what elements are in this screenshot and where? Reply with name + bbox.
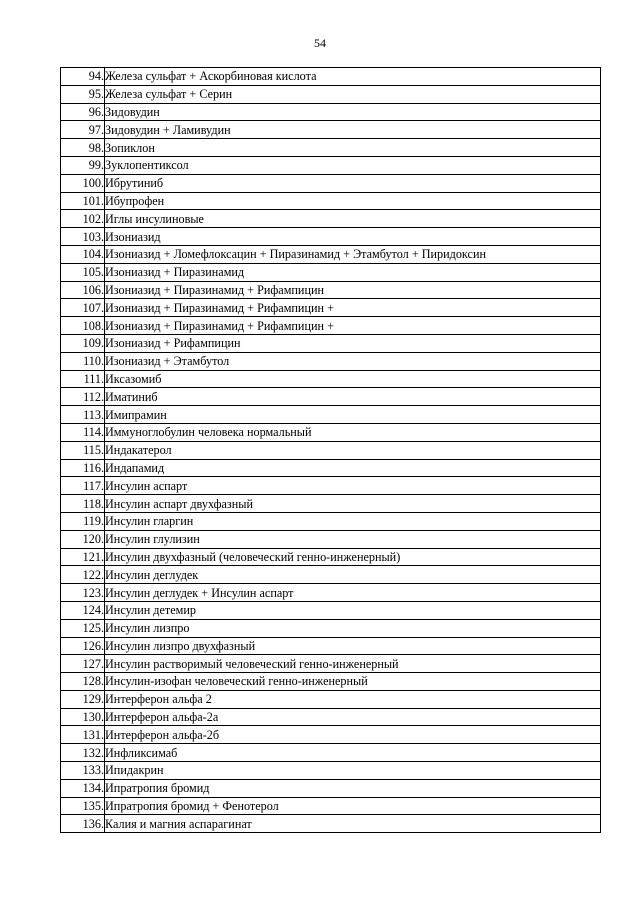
table-row: [61, 566, 601, 584]
table-row: [61, 423, 601, 441]
table-row: [61, 210, 601, 228]
row-number: 109.: [61, 334, 105, 352]
row-number: 129.: [61, 690, 105, 708]
table-row: [61, 690, 601, 708]
table-row: [61, 815, 601, 833]
row-number: 136.: [61, 815, 105, 833]
drug-name: Зидовудин: [105, 103, 601, 121]
table-row: [61, 334, 601, 352]
row-number: 95.: [61, 85, 105, 103]
table-row: [61, 228, 601, 246]
row-number: 101.: [61, 192, 105, 210]
row-number: 127.: [61, 655, 105, 673]
drug-name: Инфликсимаб: [105, 744, 601, 762]
drug-name: Инсулин аспарт двухфазный: [105, 495, 601, 513]
drug-name: Ипратропия бромид: [105, 779, 601, 797]
drug-list-table: [60, 67, 601, 833]
row-number: 105.: [61, 263, 105, 281]
table-row: [61, 68, 601, 86]
row-number: 117.: [61, 477, 105, 495]
row-number: 128.: [61, 673, 105, 691]
row-number: 113.: [61, 406, 105, 424]
row-number: 112.: [61, 388, 105, 406]
table-row: [61, 406, 601, 424]
drug-name: Индакатерол: [105, 441, 601, 459]
drug-name: Изониазид + Пиразинамид + Рифампицин +: [105, 299, 601, 317]
row-number: 111.: [61, 370, 105, 388]
table-row: [61, 619, 601, 637]
drug-name: Интерферон альфа-2а: [105, 708, 601, 726]
table-row: [61, 103, 601, 121]
table-row: [61, 245, 601, 263]
drug-name: Инсулин аспарт: [105, 477, 601, 495]
drug-name: Иглы инсулиновые: [105, 210, 601, 228]
table-row: [61, 673, 601, 691]
table-row: [61, 797, 601, 815]
drug-name: Изониазид + Пиразинамид + Рифампицин +: [105, 317, 601, 335]
row-number: 99.: [61, 156, 105, 174]
drug-name: Инсулин гларгин: [105, 512, 601, 530]
row-number: 123.: [61, 584, 105, 602]
row-number: 98.: [61, 139, 105, 157]
drug-name: Железа сульфат + Серин: [105, 85, 601, 103]
drug-name: Индапамид: [105, 459, 601, 477]
table-row: [61, 388, 601, 406]
row-number: 116.: [61, 459, 105, 477]
row-number: 110.: [61, 352, 105, 370]
table-row: [61, 530, 601, 548]
row-number: 135.: [61, 797, 105, 815]
drug-name: Ипидакрин: [105, 762, 601, 780]
table-row: [61, 726, 601, 744]
table-row: [61, 548, 601, 566]
drug-name: Зуклопентиксол: [105, 156, 601, 174]
table-row: [61, 744, 601, 762]
table-row: [61, 121, 601, 139]
row-number: 134.: [61, 779, 105, 797]
table-row: [61, 459, 601, 477]
drug-name: Изониазид + Этамбутол: [105, 352, 601, 370]
row-number: 130.: [61, 708, 105, 726]
row-number: 131.: [61, 726, 105, 744]
drug-name: Изониазид + Рифампицин: [105, 334, 601, 352]
drug-name: Инсулин детемир: [105, 601, 601, 619]
row-number: 121.: [61, 548, 105, 566]
drug-name: Изониазид + Пиразинамид: [105, 263, 601, 281]
table-row: [61, 317, 601, 335]
row-number: 104.: [61, 245, 105, 263]
drug-name: Калия и магния аспарагинат: [105, 815, 601, 833]
row-number: 133.: [61, 762, 105, 780]
table-row: [61, 495, 601, 513]
drug-name: Ибупрофен: [105, 192, 601, 210]
drug-name: Иматиниб: [105, 388, 601, 406]
drug-name: Изониазид + Ломефлоксацин + Пиразинамид + Этамбутол + Пиридоксин: [105, 245, 601, 263]
table-row: [61, 299, 601, 317]
row-number: 132.: [61, 744, 105, 762]
row-number: 94.: [61, 68, 105, 86]
drug-name: Интерферон альфа 2: [105, 690, 601, 708]
row-number: 122.: [61, 566, 105, 584]
table-row: [61, 192, 601, 210]
table-row: [61, 85, 601, 103]
table-row: [61, 174, 601, 192]
drug-name: Зопиклон: [105, 139, 601, 157]
row-number: 120.: [61, 530, 105, 548]
row-number: 108.: [61, 317, 105, 335]
page-number: 54: [314, 36, 326, 50]
table-row: [61, 637, 601, 655]
row-number: 97.: [61, 121, 105, 139]
table-row: [61, 779, 601, 797]
row-number: 96.: [61, 103, 105, 121]
row-number: 114.: [61, 423, 105, 441]
row-number: 125.: [61, 619, 105, 637]
drug-name: Интерферон альфа-2б: [105, 726, 601, 744]
table-row: [61, 762, 601, 780]
drug-name: Инсулин растворимый человеческий генно-инженерный: [105, 655, 601, 673]
row-number: 115.: [61, 441, 105, 459]
drug-name: Зидовудин + Ламивудин: [105, 121, 601, 139]
row-number: 102.: [61, 210, 105, 228]
drug-name: Инсулин деглудек + Инсулин аспарт: [105, 584, 601, 602]
row-number: 106.: [61, 281, 105, 299]
drug-name: Инсулин глулизин: [105, 530, 601, 548]
table-row: [61, 601, 601, 619]
table-row: [61, 708, 601, 726]
drug-name: Ибрутиниб: [105, 174, 601, 192]
drug-name: Изониазид + Пиразинамид + Рифампицин: [105, 281, 601, 299]
drug-list-body: [61, 68, 601, 833]
drug-name: Инсулин двухфазный (человеческий генно-инженерный): [105, 548, 601, 566]
drug-name: Изониазид: [105, 228, 601, 246]
drug-name: Имипрамин: [105, 406, 601, 424]
table-row: [61, 281, 601, 299]
table-row: [61, 584, 601, 602]
row-number: 119.: [61, 512, 105, 530]
drug-name: Железа сульфат + Аскорбиновая кислота: [105, 68, 601, 86]
table-row: [61, 477, 601, 495]
table-row: [61, 139, 601, 157]
table-row: [61, 370, 601, 388]
drug-name: Инсулин лизпро двухфазный: [105, 637, 601, 655]
drug-name: Инсулин деглудек: [105, 566, 601, 584]
row-number: 126.: [61, 637, 105, 655]
drug-name: Инсулин-изофан человеческий генно-инженерный: [105, 673, 601, 691]
drug-name: Ипратропия бромид + Фенотерол: [105, 797, 601, 815]
table-row: [61, 263, 601, 281]
table-row: [61, 655, 601, 673]
row-number: 118.: [61, 495, 105, 513]
drug-name: Иксазомиб: [105, 370, 601, 388]
drug-name: Инсулин лизпро: [105, 619, 601, 637]
table-row: [61, 352, 601, 370]
table-row: [61, 156, 601, 174]
row-number: 124.: [61, 601, 105, 619]
drug-name: Иммуноглобулин человека нормальный: [105, 423, 601, 441]
row-number: 107.: [61, 299, 105, 317]
row-number: 103.: [61, 228, 105, 246]
table-row: [61, 512, 601, 530]
row-number: 100.: [61, 174, 105, 192]
table-row: [61, 441, 601, 459]
